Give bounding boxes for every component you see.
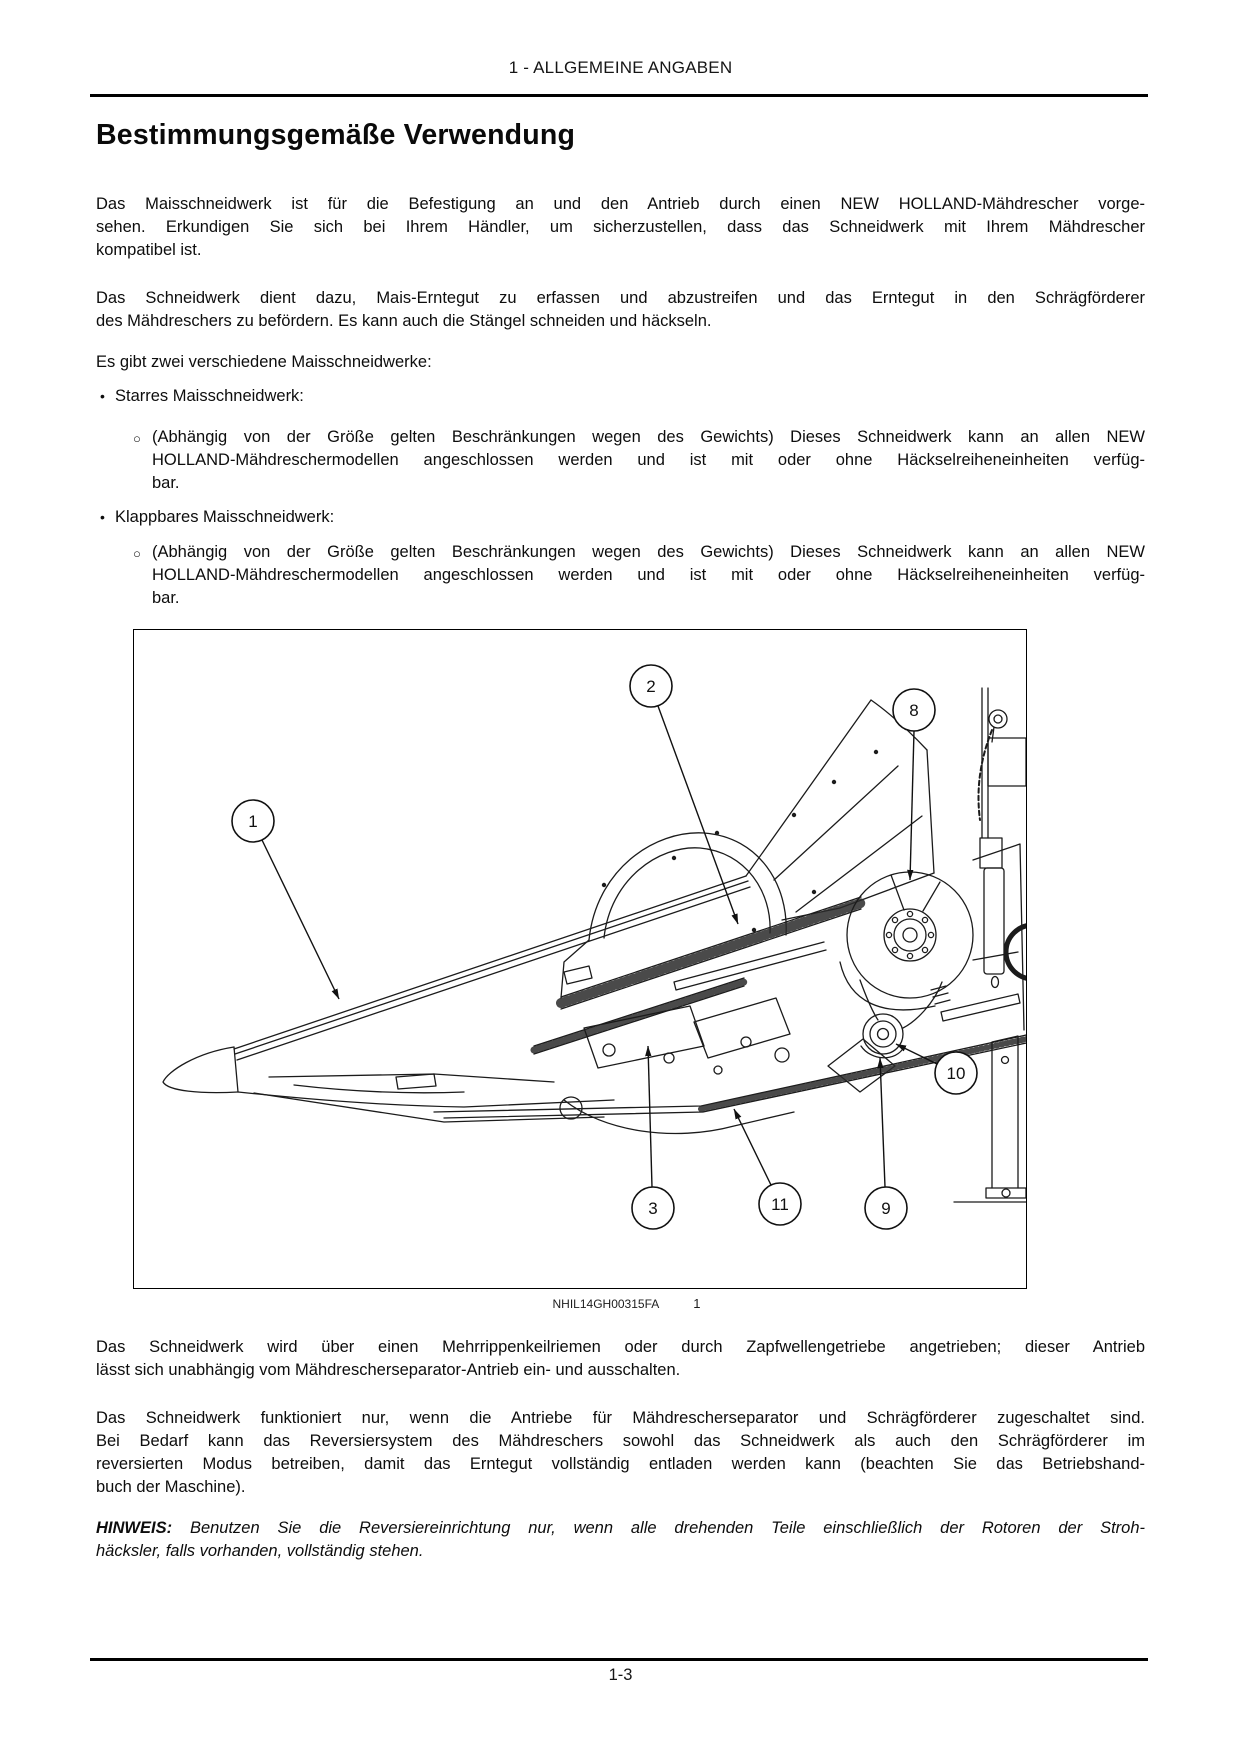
sub-bullet-marker: ○ [133,430,141,446]
paragraph-function [96,287,1145,333]
note-line-1 [96,1517,1145,1540]
header-rule [90,94,1148,97]
page-number: 1-3 [608,1666,633,1684]
text-line: des Mähdreschers zu befördern. Es kann auch die Stängel schneiden und häckseln. [96,312,712,330]
text-line: bar. [152,474,180,492]
paragraph-intended-use [96,193,1145,262]
callout-11 [759,1183,801,1225]
text-line: Das Schneidwerk funktioniert nur, wenn die Antriebe für Mähdrescherseparator und Schrägförderer zugeschaltet sind. [96,1409,1145,1427]
sub-bullet-text [152,426,1145,495]
note-prefix: HINWEIS: [96,1519,173,1537]
page-title: Bestimmungsgemäße Verwendung [96,119,576,151]
running-header: 1 - ALLGEMEINE ANGABEN [508,58,733,77]
text-line: (Abhängig von der Größe gelten Beschränkungen wegen des Gewichts) Dieses Schneidwerk kann an allen NEW [152,428,1145,446]
callout-3 [632,1187,674,1229]
sub-bullet-text [152,541,1145,610]
footer-rule [90,1658,1148,1661]
note-text: Benutzen Sie die Reversiereinrichtung nur, wenn alle drehenden Teile einschließlich der Rotoren der Stroh- [172,1519,1145,1537]
callout-9 [865,1187,907,1229]
bullet-label: Klappbares Maisschneidwerk: [115,508,335,526]
callout-2-number: 2 [646,676,656,696]
paragraph-two-types: Es gibt zwei verschiedene Maisschneidwerke: [96,353,432,371]
bullet-rigid-header [96,385,1145,408]
callout-3-number: 3 [648,1198,658,1218]
callout-10-number: 10 [946,1063,966,1083]
text-line: kompatibel ist. [96,241,202,259]
body-text [96,193,1145,1563]
paragraph-operation [96,1407,1145,1499]
corn-header-drawing [163,688,1026,1202]
callout-1 [232,800,274,842]
text-line: Das Schneidwerk wird über einen Mehrrippenkeilriemen oder durch Zapfwellengetriebe angetrieben; dieser Antrieb [96,1338,1145,1356]
callout-9-number: 9 [881,1198,891,1218]
text-line: buch der Maschine). [96,1478,246,1496]
text-line: HOLLAND-Mähdreschermodellen angeschlossen werden und ist mit oder ohne Häckselreiheneinheiten verfüg- [152,451,1145,469]
callout-1-number: 1 [248,811,258,831]
paragraph-drive [96,1336,1145,1382]
note-line-2: häcksler, falls vorhanden, vollständig stehen. [96,1542,424,1560]
text-line: Das Maisschneidwerk ist für die Befestigung an und den Antrieb durch einen NEW HOLLAND-Mähdrescher vorge- [96,195,1145,213]
bullet-marker: • [100,509,105,525]
text-line: Bei Bedarf kann das Reversiersystem des Mähdreschers sowohl das Schneidwerk als auch den Schrägförderer im [96,1432,1145,1450]
note-hinweis [96,1517,1145,1563]
sub-bullet-rigid-note [96,426,1145,495]
bullet-folding-header [96,506,1145,529]
figure-drawing [134,630,1026,1288]
sub-bullet-folding-note [96,541,1145,610]
sub-bullet-marker: ○ [133,545,141,561]
figure-caption [179,1292,1074,1316]
text-line: reversierten Modus betreiben, damit das Erntegut vollständig entladen werden kann (beachten Sie das Betriebshand- [96,1455,1145,1473]
figure-frame [133,629,1027,1289]
callout-10 [935,1052,977,1094]
text-line: sehen. Erkundigen Sie sich bei Ihrem Händler, um sicherzustellen, dass das Schneidwerk mit Ihrem Mähdrescher [96,218,1145,236]
text-line: Das Schneidwerk dient dazu, Mais-Erntegut zu erfassen und abzustreifen und das Erntegut in den Schrägförderer [96,289,1145,307]
callout-8 [893,689,935,731]
text-line: (Abhängig von der Größe gelten Beschränkungen wegen des Gewichts) Dieses Schneidwerk kann an allen NEW [152,543,1145,561]
text-line: HOLLAND-Mähdreschermodellen angeschlossen werden und ist mit oder ohne Häckselreiheneinheiten verfüg- [152,566,1145,584]
figure-caption-id: NHIL14GH00315FA [552,1297,660,1311]
callout-8-number: 8 [909,700,919,720]
bullet-label: Starres Maisschneidwerk: [115,387,304,405]
figure-number: 1 [693,1296,701,1311]
text-line: bar. [152,589,180,607]
callout-11-number: 11 [771,1194,789,1214]
callout-2 [630,665,672,707]
bullet-marker: • [100,388,105,404]
text-line: lässt sich unabhängig vom Mähdrescherseparator-Antrieb ein- und ausschalten. [96,1361,681,1379]
figure [133,629,1145,1316]
callouts [232,665,977,1229]
